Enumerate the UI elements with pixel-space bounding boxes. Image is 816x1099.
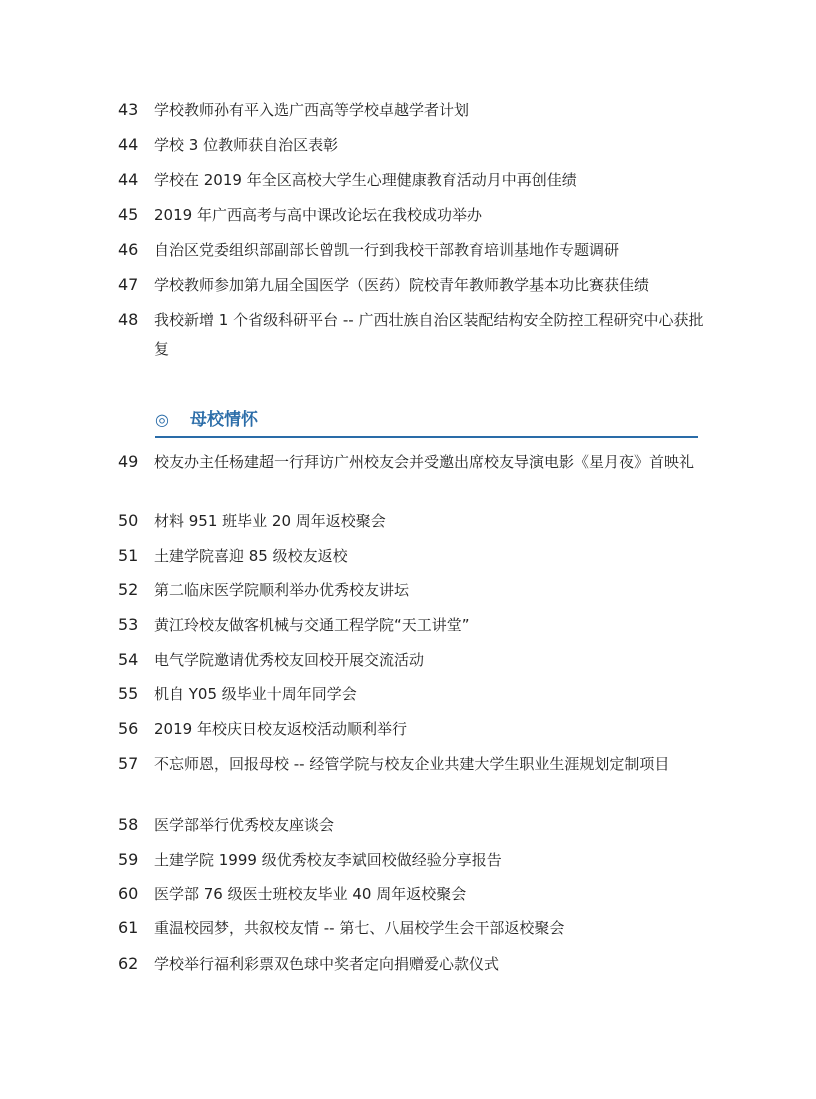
entry-title: 学校在 2019 年全区高校大学生心理健康教育活动月中再创佳绩	[154, 171, 577, 189]
entry-title: 2019 年校庆日校友返校活动顺利举行	[154, 720, 407, 738]
entry-title: 第二临床医学院顺利举办优秀校友讲坛	[154, 581, 410, 599]
entry-number: 45	[118, 205, 139, 224]
entry-title: 学校举行福利彩票双色球中奖者定向捐赠爱心款仪式	[154, 955, 500, 973]
entry-number: 44	[118, 135, 139, 154]
entry-number: 43	[118, 100, 139, 119]
entry-number: 60	[118, 884, 139, 903]
section-title: 母校情怀	[190, 410, 258, 430]
entry-title: 材料 951 班毕业 20 周年返校聚会	[154, 512, 386, 530]
entry-number: 55	[118, 684, 139, 703]
entry-title: 不忘师恩，回报母校 -- 经管学院与校友企业共建大学生职业生涯规划定制项目	[154, 755, 670, 773]
circle-bullet-icon: ◎	[155, 410, 169, 429]
entry-title: 2019 年广西高考与高中课改论坛在我校成功举办	[154, 206, 482, 224]
entry-number: 58	[118, 815, 139, 834]
section-header	[155, 408, 698, 438]
entry-title: 重温校园梦，共叙校友情 -- 第七、八届校学生会干部返校聚会	[154, 919, 565, 937]
entry-title: 土建学院 1999 级优秀校友李斌回校做经验分享报告	[154, 851, 502, 869]
entry-title: 黄江玲校友做客机械与交通工程学院“天工讲堂”	[154, 616, 470, 634]
entry-number: 61	[118, 918, 139, 937]
entry-number: 52	[118, 580, 139, 599]
entry-title: 我校新增 1 个省级科研平台 -- 广西壮族自治区装配结构安全防控工程研究中心获批复	[154, 311, 704, 358]
entry-title: 学校 3 位教师获自治区表彰	[154, 136, 339, 154]
entry-title: 土建学院喜迎 85 级校友返校	[154, 547, 348, 565]
entry-title: 学校教师参加第九届全国医学（医药）院校青年教师教学基本功比赛获佳绩	[154, 276, 650, 294]
entry-number: 47	[118, 275, 139, 294]
entry-number: 59	[118, 850, 139, 869]
entry-title: 电气学院邀请优秀校友回校开展交流活动	[154, 651, 425, 669]
entry-number: 50	[118, 511, 139, 530]
entry-number: 51	[118, 546, 139, 565]
entry-number: 49	[118, 452, 139, 471]
entry-title: 学校教师孙有平入选广西高等学校卓越学者计划	[154, 101, 470, 119]
entry-number: 46	[118, 240, 139, 259]
entry-title: 医学部 76 级医士班校友毕业 40 周年返校聚会	[154, 885, 467, 903]
entry-number: 56	[118, 719, 139, 738]
entry-title: 校友办主任杨建超一行拜访广州校友会并受邀出席校友导演电影《星月夜》首映礼	[154, 453, 695, 471]
entry-title: 医学部举行优秀校友座谈会	[154, 816, 335, 834]
entry-number: 48	[118, 310, 139, 329]
entry-number: 62	[118, 954, 139, 973]
entry-title: 自治区党委组织部副部长曾凯一行到我校干部教育培训基地作专题调研	[154, 241, 620, 259]
entry-title: 机自 Y05 级毕业十周年同学会	[154, 685, 357, 703]
entry-number: 54	[118, 650, 139, 669]
entry-number: 53	[118, 615, 139, 634]
entry-number: 44	[118, 170, 139, 189]
entry-number: 57	[118, 754, 139, 773]
